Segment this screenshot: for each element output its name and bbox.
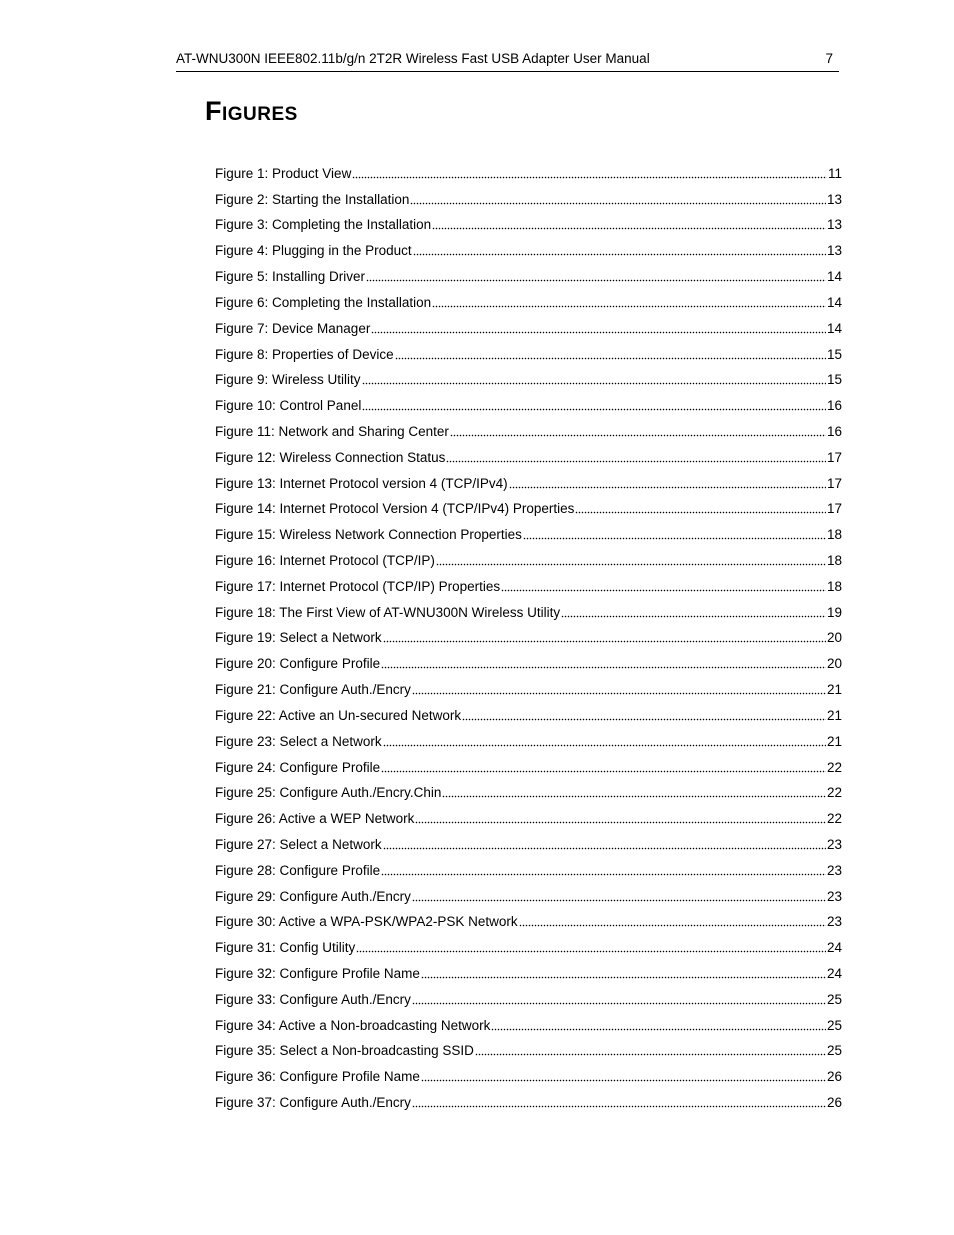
figure-label: Figure 34: Active a Non-broadcasting Network bbox=[215, 1017, 491, 1033]
figure-page-number: 13 bbox=[826, 217, 842, 233]
figure-label: Figure 17: Internet Protocol (TCP/IP) Properties bbox=[215, 578, 501, 594]
figure-label: Figure 36: Configure Profile Name bbox=[215, 1069, 420, 1085]
dot-leader bbox=[366, 279, 826, 282]
figure-label: Figure 12: Wireless Connection Status bbox=[215, 449, 446, 465]
dot-leader bbox=[432, 227, 826, 230]
figure-page-number: 23 bbox=[826, 862, 842, 878]
dot-leader bbox=[421, 1079, 826, 1082]
dot-leader bbox=[475, 1053, 826, 1056]
dot-leader bbox=[412, 692, 826, 695]
figure-list-item[interactable] bbox=[215, 676, 842, 702]
figure-label: Figure 1: Product View bbox=[215, 165, 352, 181]
figure-list-item[interactable] bbox=[215, 1012, 842, 1038]
dot-leader bbox=[356, 950, 826, 953]
dot-leader bbox=[442, 795, 826, 798]
figure-label: Figure 20: Configure Profile bbox=[215, 656, 381, 672]
figure-label: Figure 28: Configure Profile bbox=[215, 862, 381, 878]
dot-leader bbox=[410, 202, 826, 205]
figure-list-item[interactable] bbox=[215, 702, 842, 728]
figure-page-number: 22 bbox=[826, 811, 842, 827]
dot-leader bbox=[383, 744, 826, 747]
dot-leader bbox=[395, 357, 826, 360]
figure-page-number: 14 bbox=[826, 320, 842, 336]
figure-page-number: 17 bbox=[826, 475, 842, 491]
dot-leader bbox=[371, 331, 826, 334]
figure-list-item[interactable] bbox=[215, 831, 842, 857]
figure-page-number: 16 bbox=[826, 398, 842, 414]
figure-list-item[interactable] bbox=[215, 186, 842, 212]
figure-label: Figure 13: Internet Protocol version 4 (TCP/IPv4) bbox=[215, 475, 508, 491]
figure-page-number: 18 bbox=[826, 527, 842, 543]
dot-leader bbox=[383, 847, 826, 850]
figure-page-number: 14 bbox=[826, 294, 842, 310]
figure-label: Figure 23: Select a Network bbox=[215, 733, 382, 749]
figure-list-item[interactable] bbox=[215, 780, 842, 806]
figure-page-number: 19 bbox=[826, 604, 842, 620]
figure-label: Figure 37: Configure Auth./Encry bbox=[215, 1095, 411, 1111]
figure-list-item[interactable] bbox=[215, 263, 842, 289]
figure-list-item[interactable] bbox=[215, 934, 842, 960]
figure-page-number: 24 bbox=[826, 940, 842, 956]
figure-list-item[interactable] bbox=[215, 470, 842, 496]
figure-label: Figure 32: Configure Profile Name bbox=[215, 966, 420, 981]
dot-leader bbox=[381, 666, 826, 669]
figure-label: Figure 33: Configure Auth./Encry bbox=[215, 991, 411, 1007]
figure-list-item[interactable] bbox=[215, 418, 842, 444]
figure-page-number: 24 bbox=[826, 966, 842, 981]
figure-page-number: 13 bbox=[826, 191, 842, 207]
dot-leader bbox=[381, 873, 826, 876]
dot-leader bbox=[436, 563, 826, 566]
figure-list-item[interactable] bbox=[215, 857, 842, 883]
figure-label: Figure 22: Active an Un-secured Network bbox=[215, 707, 462, 723]
figure-label: Figure 30: Active a WPA-PSK/WPA2-PSK Network bbox=[215, 914, 518, 930]
figure-label: Figure 35: Select a Non-broadcasting SSID bbox=[215, 1043, 474, 1059]
figure-page-number: 23 bbox=[826, 888, 842, 904]
dot-leader bbox=[412, 1002, 826, 1005]
figure-page-number: 20 bbox=[826, 630, 842, 646]
figure-label: Figure 31: Config Utility bbox=[215, 940, 356, 956]
figure-page-number: 21 bbox=[826, 707, 842, 723]
figure-list-item[interactable] bbox=[215, 625, 842, 651]
dot-leader bbox=[362, 382, 826, 385]
figure-label: Figure 11: Network and Sharing Center bbox=[215, 423, 449, 439]
figure-page-number: 15 bbox=[826, 346, 842, 362]
figure-label: Figure 29: Configure Auth./Encry bbox=[215, 888, 411, 904]
figure-page-number: 23 bbox=[826, 914, 842, 930]
figure-page-number: 25 bbox=[826, 1043, 842, 1059]
figure-list-item[interactable] bbox=[215, 547, 842, 573]
dot-leader bbox=[575, 511, 826, 514]
figure-list-item[interactable] bbox=[215, 160, 842, 186]
figure-page-number: 14 bbox=[826, 269, 842, 285]
figure-label: Figure 15: Wireless Network Connection Properties bbox=[215, 527, 522, 543]
figure-label: Figure 26: Active a WEP Network bbox=[215, 811, 415, 827]
figure-label: Figure 3: Completing the Installation bbox=[215, 217, 432, 233]
dot-leader bbox=[421, 976, 826, 979]
dot-leader bbox=[412, 1105, 826, 1108]
figure-label: Figure 25: Configure Auth./Encry.Chin bbox=[215, 785, 442, 801]
figure-page-number: 22 bbox=[826, 785, 842, 801]
figure-page-number: 22 bbox=[826, 759, 842, 775]
section-title: Figures bbox=[205, 96, 298, 126]
dot-leader bbox=[381, 770, 826, 773]
header-page-number: 7 bbox=[825, 51, 833, 66]
figure-page-number: 11 bbox=[827, 165, 842, 181]
figure-list-item[interactable] bbox=[215, 883, 842, 909]
dot-leader bbox=[352, 176, 827, 179]
figure-page-number: 16 bbox=[826, 423, 842, 439]
figure-label: Figure 2: Starting the Installation bbox=[215, 191, 410, 207]
figure-list-item[interactable] bbox=[215, 392, 842, 418]
figure-label: Figure 5: Installing Driver bbox=[215, 269, 366, 285]
dot-leader bbox=[415, 821, 826, 824]
dot-leader bbox=[509, 486, 826, 489]
figure-list-item[interactable] bbox=[215, 341, 842, 367]
figure-label: Figure 6: Completing the Installation bbox=[215, 294, 432, 310]
figure-label: Figure 16: Internet Protocol (TCP/IP) bbox=[215, 553, 435, 568]
figure-list-item[interactable] bbox=[215, 496, 842, 522]
figure-label: Figure 4: Plugging in the Product bbox=[215, 243, 412, 259]
header-title: AT-WNU300N IEEE802.11b/g/n 2T2R Wireless Fast USB Adapter User Manual bbox=[176, 51, 650, 66]
dot-leader bbox=[462, 718, 826, 721]
figure-list-item[interactable] bbox=[215, 315, 842, 341]
figure-page-number: 15 bbox=[826, 372, 842, 388]
figure-list-item[interactable] bbox=[215, 754, 842, 780]
figure-label: Figure 21: Configure Auth./Encry bbox=[215, 682, 411, 698]
figure-label: Figure 8: Properties of Device bbox=[215, 346, 394, 362]
figure-page-number: 23 bbox=[826, 836, 842, 852]
figure-page-number: 21 bbox=[826, 733, 842, 749]
figure-label: Figure 27: Select a Network bbox=[215, 836, 382, 852]
figure-list-item[interactable] bbox=[215, 728, 842, 754]
figure-list-item[interactable] bbox=[215, 367, 842, 393]
dot-leader bbox=[519, 924, 826, 927]
figure-list-item[interactable] bbox=[215, 960, 842, 986]
figure-label: Figure 9: Wireless Utility bbox=[215, 372, 361, 388]
figure-list-item[interactable] bbox=[215, 444, 842, 470]
figure-page-number: 17 bbox=[826, 449, 842, 465]
figure-page-number: 20 bbox=[826, 656, 842, 672]
figure-list-item[interactable] bbox=[215, 521, 842, 547]
dot-leader bbox=[412, 899, 826, 902]
figure-list-item[interactable] bbox=[215, 237, 842, 263]
dot-leader bbox=[413, 253, 826, 256]
dot-leader bbox=[432, 305, 826, 308]
figure-list-item[interactable] bbox=[215, 599, 842, 625]
dot-leader bbox=[362, 408, 826, 411]
dot-leader bbox=[383, 640, 826, 643]
figure-page-number: 21 bbox=[826, 682, 842, 698]
figure-list-item[interactable] bbox=[215, 805, 842, 831]
figure-list-item[interactable] bbox=[215, 650, 842, 676]
figure-list-item[interactable] bbox=[215, 1063, 842, 1089]
figure-page-number: 17 bbox=[826, 501, 842, 517]
page-header bbox=[176, 49, 839, 72]
dot-leader bbox=[561, 615, 826, 618]
figure-page-number: 18 bbox=[826, 553, 842, 568]
figure-list-item[interactable] bbox=[215, 1038, 842, 1064]
figure-list-item[interactable] bbox=[215, 289, 842, 315]
figure-label: Figure 14: Internet Protocol Version 4 (TCP/IPv4) Properties bbox=[215, 501, 575, 517]
figures-list bbox=[215, 160, 842, 1115]
dot-leader bbox=[491, 1028, 826, 1031]
dot-leader bbox=[446, 460, 826, 463]
dot-leader bbox=[450, 434, 826, 437]
figure-list-item[interactable] bbox=[215, 212, 842, 238]
dot-leader bbox=[523, 537, 826, 540]
figure-list-item[interactable] bbox=[215, 573, 842, 599]
figure-page-number: 25 bbox=[826, 991, 842, 1007]
figure-page-number: 26 bbox=[826, 1095, 842, 1111]
figure-page-number: 13 bbox=[826, 243, 842, 259]
figure-label: Figure 18: The First View of AT-WNU300N Wireless Utility bbox=[215, 604, 561, 620]
figure-label: Figure 10: Control Panel bbox=[215, 398, 362, 414]
dot-leader bbox=[501, 589, 826, 592]
figure-page-number: 18 bbox=[826, 578, 842, 594]
figure-list-item[interactable] bbox=[215, 986, 842, 1012]
figure-label: Figure 7: Device Manager bbox=[215, 320, 371, 336]
figure-list-item[interactable] bbox=[215, 909, 842, 935]
figure-page-number: 26 bbox=[826, 1069, 842, 1085]
figure-label: Figure 24: Configure Profile bbox=[215, 759, 381, 775]
figure-label: Figure 19: Select a Network bbox=[215, 630, 382, 646]
figure-list-item[interactable] bbox=[215, 1089, 842, 1115]
figure-page-number: 25 bbox=[826, 1017, 842, 1033]
